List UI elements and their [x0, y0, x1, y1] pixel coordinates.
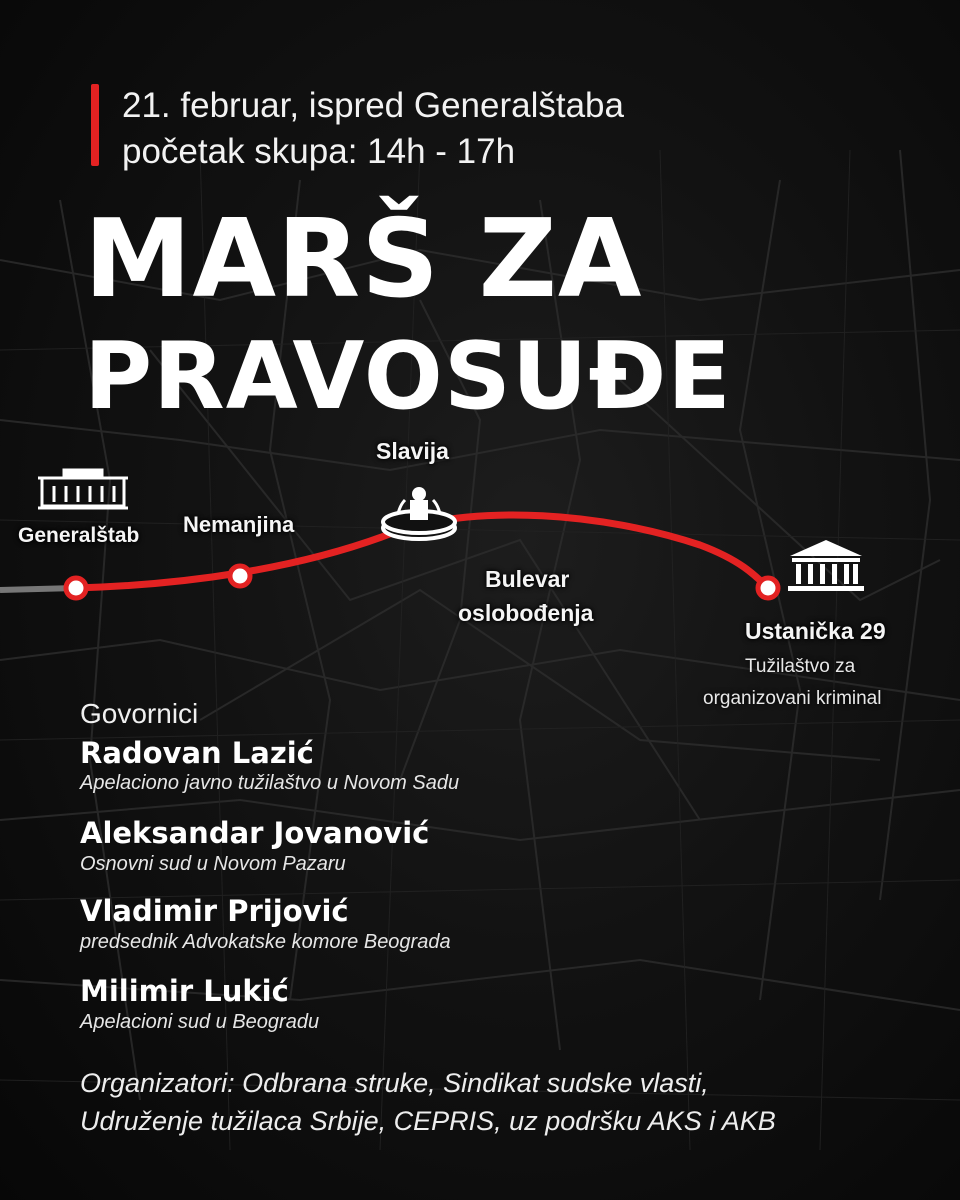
speaker-role: Osnovni sud u Novom Pazaru	[80, 853, 346, 875]
government-building-icon	[38, 470, 128, 508]
stop-label-nemanjina: Nemanjina	[183, 512, 295, 537]
speaker-name: Radovan Lazić	[80, 736, 314, 770]
destination-label: Ustanička 29	[745, 618, 886, 644]
stop-marker-generalstab	[66, 578, 86, 598]
courthouse-icon	[788, 540, 864, 591]
speaker-name: Vladimir Prijović	[80, 894, 349, 928]
speaker-name: Milimir Lukić	[80, 974, 289, 1008]
title-line-1: MARŠ ZA	[84, 197, 643, 322]
organizers-line-1: Organizatori: Odbrana struke, Sindikat sudske vlasti,	[80, 1068, 709, 1098]
event-time: početak skupa: 14h - 17h	[122, 132, 516, 171]
stop-marker-nemanjina	[230, 566, 250, 586]
stop-label-bulevar-line1: Bulevar	[485, 566, 570, 592]
destination-sub-line1: Tužilaštvo za	[745, 656, 856, 677]
speakers-heading: Govornici	[80, 698, 199, 729]
stop-label-slavija: Slavija	[376, 438, 449, 464]
stop-label-generalstab: Generalštab	[18, 524, 140, 547]
stop-marker-ustanicka	[758, 578, 778, 598]
destination-sub-line2: organizovani kriminal	[703, 688, 882, 709]
speaker-name: Aleksandar Jovanović	[80, 816, 430, 850]
speaker-role: predsednik Advokatske komore Beograda	[80, 931, 451, 953]
speaker-role: Apelacioni sud u Beogradu	[80, 1011, 320, 1033]
title-line-2: PRAVOSUĐE	[84, 322, 732, 430]
organizers-line-2: Udruženje tužilaca Srbije, CEPRIS, uz podršku AKS i AKB	[80, 1106, 776, 1136]
stop-label-bulevar-line2: oslobođenja	[458, 600, 594, 626]
event-date: 21. februar, ispred Generalštaba	[122, 86, 624, 125]
speaker-role: Apelaciono javno tužilaštvo u Novom Sadu	[80, 772, 460, 794]
fountain-icon	[383, 487, 455, 539]
